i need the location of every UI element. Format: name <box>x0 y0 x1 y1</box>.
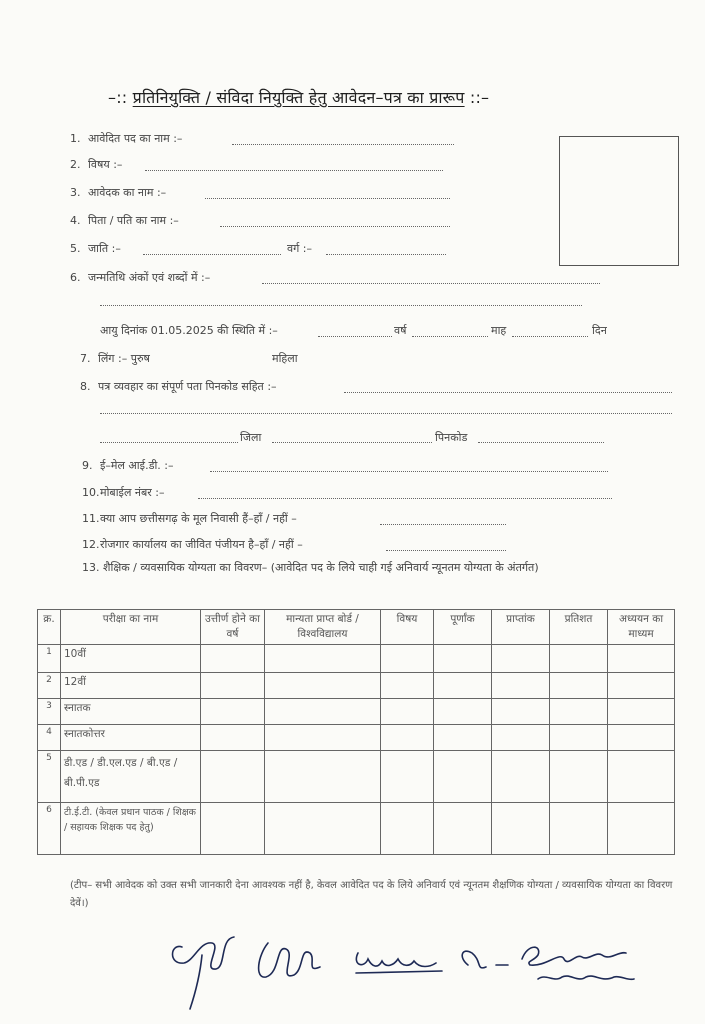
col-header-subject: विषय <box>381 610 434 645</box>
table-cell[interactable] <box>381 803 434 855</box>
age-month-label: माह <box>491 324 507 337</box>
email-input-line[interactable] <box>210 471 608 472</box>
table-cell[interactable] <box>492 645 550 673</box>
table-cell[interactable] <box>550 645 608 673</box>
table-cell[interactable] <box>265 645 381 673</box>
father-name-input-line[interactable] <box>220 226 450 227</box>
signature-2 <box>259 943 320 977</box>
table-cell[interactable] <box>201 803 265 855</box>
row-exam-name: 10वीं <box>61 645 201 673</box>
table-cell[interactable] <box>201 751 265 803</box>
applicant-name-input-line[interactable] <box>205 198 450 199</box>
table-cell[interactable] <box>492 751 550 803</box>
table-cell[interactable] <box>434 699 492 725</box>
table-cell[interactable] <box>492 803 550 855</box>
district-input-line[interactable] <box>272 442 432 443</box>
dob-words-input-line[interactable] <box>100 305 582 306</box>
subject-input-line[interactable] <box>145 170 443 171</box>
col-header-exam-name: परीक्षा का नाम <box>61 610 201 645</box>
table-cell[interactable] <box>265 803 381 855</box>
signature-3 <box>356 953 442 973</box>
table-cell[interactable] <box>608 751 675 803</box>
signatures <box>150 925 670 1015</box>
table-cell[interactable] <box>550 751 608 803</box>
field-post-name: 1. आवेदित पद का नाम :– <box>70 132 183 145</box>
table-cell[interactable] <box>608 725 675 751</box>
age-day-input-line[interactable] <box>512 336 588 337</box>
table-cell[interactable] <box>201 725 265 751</box>
table-cell[interactable] <box>434 673 492 699</box>
table-cell[interactable] <box>608 699 675 725</box>
col-header-serial: क्र. <box>38 610 61 645</box>
row-serial: 4 <box>38 725 61 751</box>
native-resident-input-line[interactable] <box>380 524 506 525</box>
table-cell[interactable] <box>492 673 550 699</box>
table-cell[interactable] <box>381 673 434 699</box>
table-cell[interactable] <box>265 751 381 803</box>
col-header-percentage: प्रतिशत <box>550 610 608 645</box>
table-cell[interactable] <box>550 673 608 699</box>
employment-registration-input-line[interactable] <box>386 550 506 551</box>
table-cell[interactable] <box>201 699 265 725</box>
row-serial: 2 <box>38 673 61 699</box>
qualification-table <box>37 609 675 855</box>
caste-input-line[interactable] <box>143 254 281 255</box>
table-cell[interactable] <box>201 673 265 699</box>
age-day-label: दिन <box>592 324 607 337</box>
field-qualification-heading: 13. शैक्षिक / व्यवसायिक योग्यता का विवरण– (आवेदित पद के लिये चाही गई अनिवार्य न्यूनतम योग्यता के अंतर्गत) <box>82 561 539 574</box>
table-cell[interactable] <box>492 725 550 751</box>
table-cell[interactable] <box>434 725 492 751</box>
gender-female-option[interactable]: महिला <box>272 352 298 365</box>
table-cell[interactable] <box>265 673 381 699</box>
age-year-input-line[interactable] <box>318 336 392 337</box>
field-email: 9. ई–मेल आई.डी. :– <box>82 459 174 472</box>
note-text: (टीप– सभी आवेदक को उक्त सभी जानकारी देना आवश्यक नहीं है, केवल आवेदित पद के लिये अनिवार्य एवं न्यूनतम शैक्षणिक योग्यता / व्यवसायिक योग्यता का विवरण देवें।) <box>70 880 673 909</box>
table-cell[interactable] <box>265 725 381 751</box>
post-name-input-line[interactable] <box>232 144 454 145</box>
row-exam-name: 12वीं <box>61 673 201 699</box>
field-employment-registration: 12.रोजगार कार्यालय का जीवित पंजीयन है–हाँ / नहीं – <box>82 538 303 551</box>
field-dob: 6. जन्मतिथि अंकों एवं शब्दों में :– <box>70 271 211 284</box>
address-input-line-3[interactable] <box>100 442 238 443</box>
col-header-passing-year: उत्तीर्ण होने का वर्ष <box>201 610 265 645</box>
field-gender: 7. लिंग :– पुरुष <box>80 352 150 365</box>
field-category: वर्ग :– <box>287 242 313 255</box>
signature-4 <box>462 951 508 968</box>
signature-6 <box>538 976 634 979</box>
table-cell[interactable] <box>492 699 550 725</box>
row-serial: 6 <box>38 803 61 855</box>
table-cell[interactable] <box>381 699 434 725</box>
table-cell[interactable] <box>265 699 381 725</box>
field-native-resident: 11.क्या आप छत्तीसगढ़ के मूल निवासी हैं–हाँ / नहीं – <box>82 512 297 525</box>
row-serial: 5 <box>38 751 61 803</box>
table-row <box>38 725 675 751</box>
field-age-label: आयु दिनांक 01.05.2025 की स्थिति में :– <box>100 324 278 337</box>
mobile-input-line[interactable] <box>198 498 612 499</box>
col-header-medium: अध्ययन का माध्यम <box>608 610 675 645</box>
table-cell[interactable] <box>381 725 434 751</box>
field-father-name: 4. पिता / पति का नाम :– <box>70 214 179 227</box>
col-header-board: मान्यता प्राप्त बोर्ड / विश्वविद्यालय <box>265 610 381 645</box>
category-input-line[interactable] <box>326 254 446 255</box>
row-exam-name: स्नातकोत्तर <box>61 725 201 751</box>
address-input-line-2[interactable] <box>100 413 672 414</box>
district-label: जिला <box>240 431 262 444</box>
col-header-obtained-marks: प्राप्तांक <box>492 610 550 645</box>
row-serial: 1 <box>38 645 61 673</box>
age-year-label: वर्ष <box>394 324 407 337</box>
table-row <box>38 699 675 725</box>
dob-input-line[interactable] <box>262 283 600 284</box>
table-row <box>38 673 675 699</box>
field-caste: 5. जाति :– <box>70 242 121 255</box>
table-row <box>38 751 675 803</box>
signature-1 <box>173 937 235 1009</box>
age-month-input-line[interactable] <box>412 336 488 337</box>
field-applicant-name: 3. आवेदक का नाम :– <box>70 186 167 199</box>
row-exam-name: डी.एड / डी.एल.एड / बी.एड / बी.पी.एड <box>61 751 201 803</box>
row-serial: 3 <box>38 699 61 725</box>
pincode-label: पिनकोड <box>435 431 468 444</box>
table-cell[interactable] <box>201 645 265 673</box>
signature-5 <box>522 947 626 965</box>
address-input-line-1[interactable] <box>344 392 672 393</box>
row-exam-name: स्नातक <box>61 699 201 725</box>
table-cell[interactable] <box>434 645 492 673</box>
form-title: –:: प्रतिनियुक्ति / संविदा नियुक्ति हेतु आवेदन–पत्र का प्रारूप ::– <box>108 88 490 107</box>
table-cell[interactable] <box>434 803 492 855</box>
table-cell[interactable] <box>608 803 675 855</box>
table-cell[interactable] <box>550 725 608 751</box>
field-address: 8. पत्र व्यवहार का संपूर्ण पता पिनकोड सहित :– <box>80 380 277 393</box>
table-cell[interactable] <box>550 803 608 855</box>
pincode-input-line[interactable] <box>478 442 604 443</box>
photo-box[interactable] <box>559 136 679 266</box>
table-cell[interactable] <box>608 645 675 673</box>
field-subject: 2. विषय :– <box>70 158 123 171</box>
table-cell[interactable] <box>550 699 608 725</box>
table-cell[interactable] <box>608 673 675 699</box>
row-exam-name: टी.ई.टी. (केवल प्रधान पाठक / शिक्षक / सहायक शिक्षक पद हेतु) <box>61 803 201 855</box>
table-cell[interactable] <box>381 751 434 803</box>
table-header-row <box>38 610 675 645</box>
col-header-total-marks: पूर्णांक <box>434 610 492 645</box>
table-cell[interactable] <box>381 645 434 673</box>
table-row <box>38 803 675 855</box>
table-row <box>38 645 675 673</box>
table-cell[interactable] <box>434 751 492 803</box>
field-mobile: 10.मोबाईल नंबर :– <box>82 486 165 499</box>
